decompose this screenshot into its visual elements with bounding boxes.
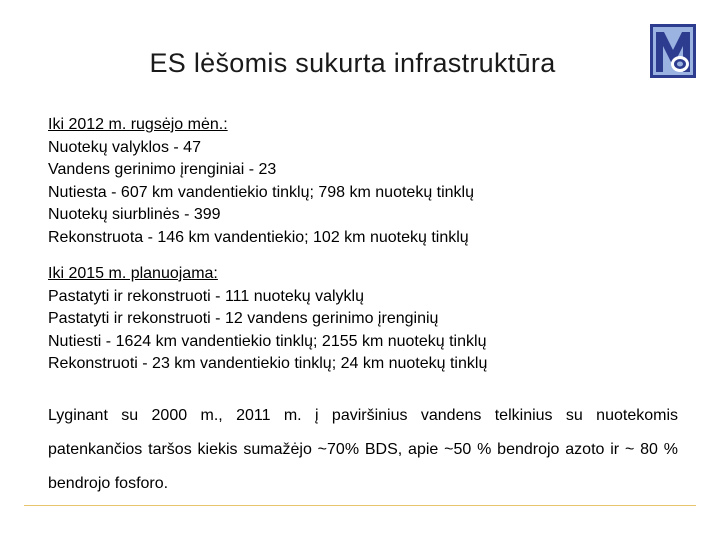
list-item: Nutiesta - 607 km vandentiekio tinklų; 798 km nuotekų tinklų (48, 183, 475, 201)
list-item: Nuotekų valyklos - 47 (48, 138, 201, 156)
footer-divider (24, 505, 696, 506)
list-item: Nuotekų siurblinės - 399 (48, 206, 221, 224)
summary-paragraph: Lyginant su 2000 m., 2011 m. į paviršinius vandens telkinius su nuotekomis patenkančios taršos kiekis sumažėjo ~70% BDS, apie ~50 % bendrojo azoto ir ~ 80 % bendrojo fosforo. (48, 407, 678, 492)
slide-title: ES lėšomis sukurta infrastruktūra (149, 48, 556, 78)
list-item: Rekonstruoti - 23 km vandentiekio tinklų; 24 km nuotekų tinklų (48, 355, 488, 373)
section-planned (48, 263, 487, 376)
section-achieved (48, 114, 474, 250)
list-item: Pastatyti ir rekonstruoti - 12 vandens gerinimo įrenginių (48, 310, 439, 328)
section-heading: Iki 2015 m. planuojama: (48, 265, 218, 282)
ma-logo-icon (650, 24, 696, 78)
section-heading: Iki 2012 m. rugsėjo mėn.: (48, 116, 228, 133)
list-item: Pastatyti ir rekonstruoti - 111 nuotekų valyklų (48, 287, 364, 305)
list-item: Rekonstruota - 146 km vandentiekio; 102 km nuotekų tinklų (48, 228, 469, 246)
list-item: Vandens gerinimo įrenginiai - 23 (48, 161, 277, 179)
list-item: Nutiesti - 1624 km vandentiekio tinklų; 2155 km nuotekų tinklų (48, 332, 487, 350)
